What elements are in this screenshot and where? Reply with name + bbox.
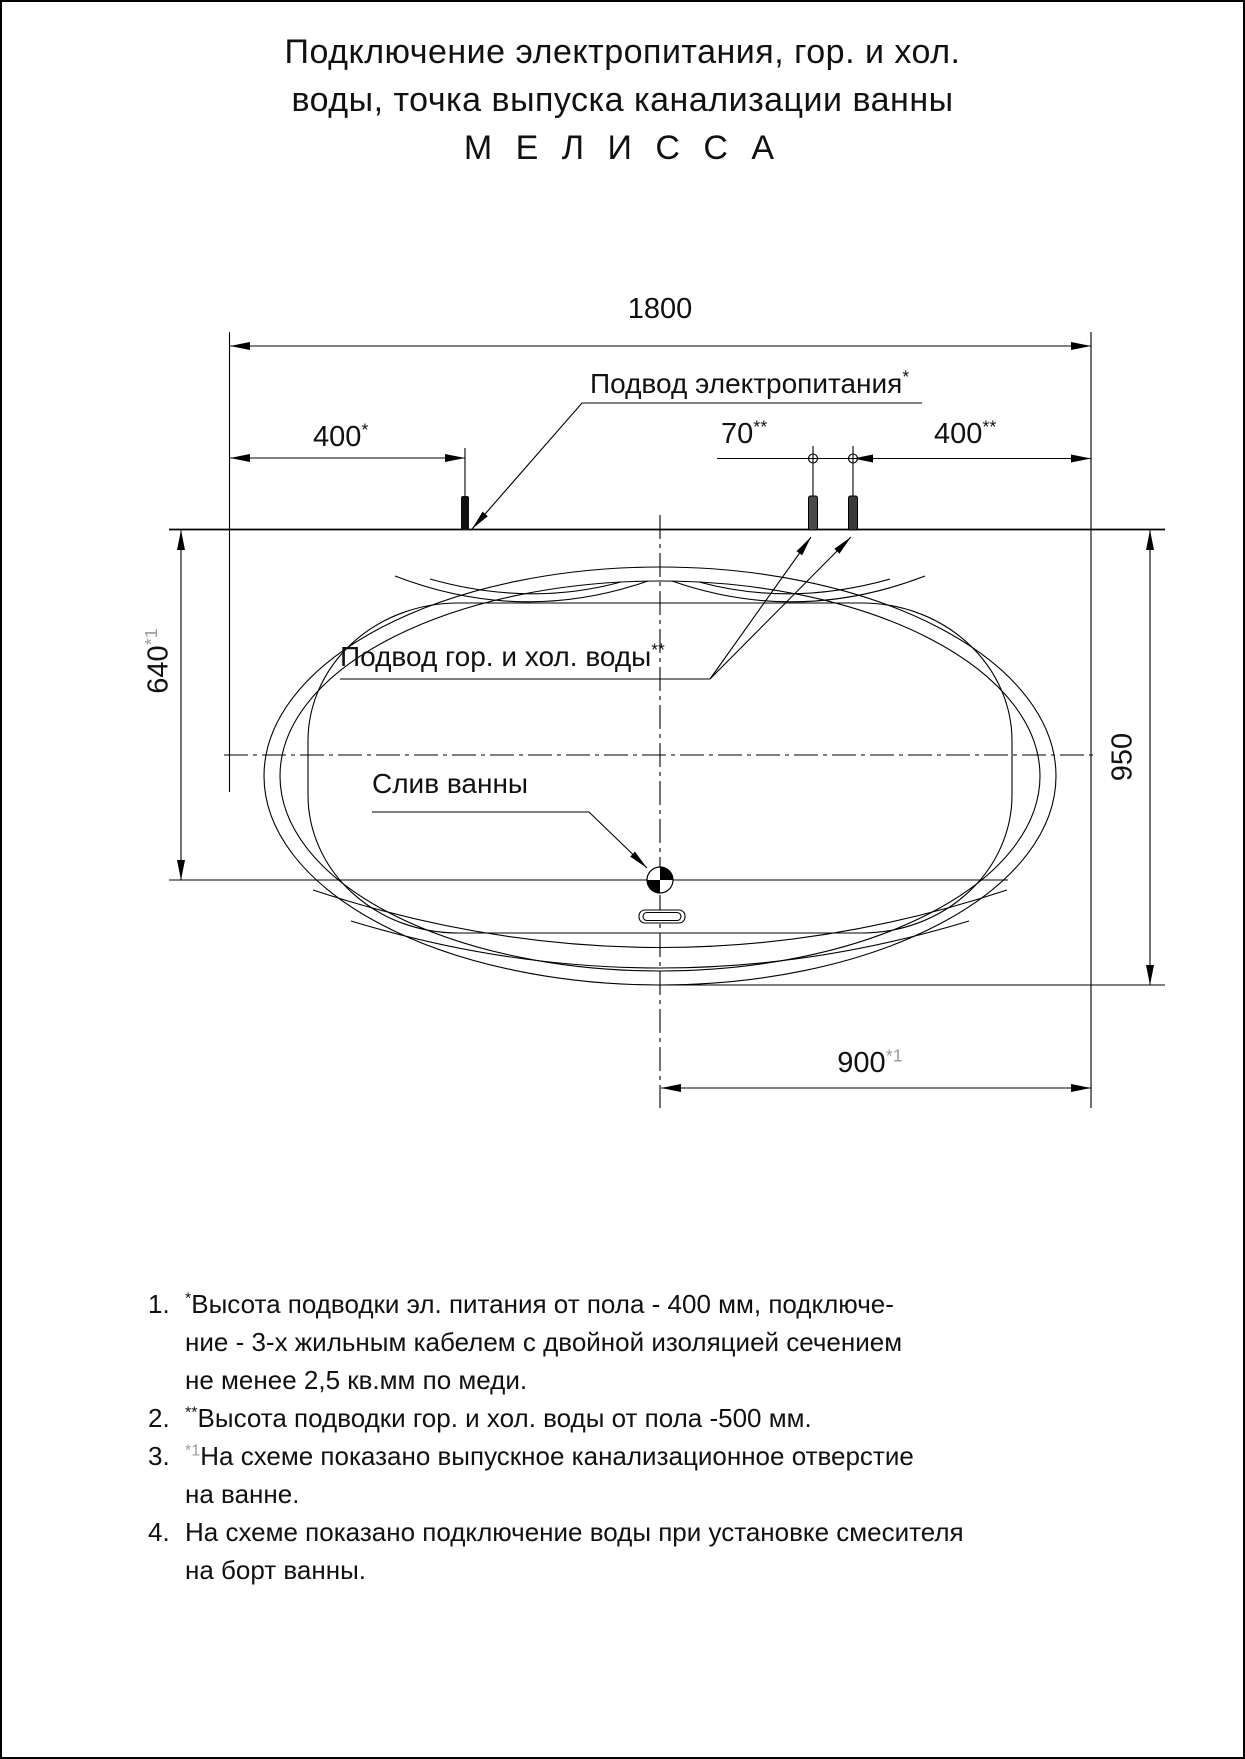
notes-list <box>147 1285 1027 1589</box>
label-power-supply-mark: * <box>902 366 910 387</box>
dim-water-gap: 70** <box>721 416 768 450</box>
note-number: 3. <box>148 1441 170 1471</box>
title-line-1: Подключение электропитания, гор. и хол. <box>284 33 961 71</box>
dim-drain-from-wall-mark: *1 <box>140 628 161 646</box>
headrest-right-inner <box>699 579 890 594</box>
dim-drain-offset: 900$^{*1}$ <box>837 1045 903 1079</box>
headrest-left-inner <box>430 579 621 594</box>
note-line: 3. $^{*1}$На схеме показано выпускное канализационное отверстие <box>147 1437 1027 1475</box>
dim-drain-offset-mark: *1 <box>885 1045 903 1066</box>
dim-width-total: 1800 <box>627 293 693 325</box>
note-line: на борт ванны. <box>185 1555 367 1585</box>
drain-symbol <box>647 867 673 893</box>
dim-water-gap-mark: ** <box>753 416 768 437</box>
note-number: 1. <box>148 1289 170 1319</box>
title-model-name: М Е Л И С С А <box>463 129 782 167</box>
note-reference-mark: ** <box>185 1403 198 1422</box>
note-number: 4. <box>148 1517 170 1547</box>
connection-marks <box>461 496 858 530</box>
power-point-mark <box>461 496 469 530</box>
note-line: 1. *Высота подводки эл. питания от пола - 400 мм, подключе- <box>147 1285 1027 1323</box>
dim-power-offset-mark: * <box>361 419 369 440</box>
note-line: 4. На схеме показано подключение воды при установке смесителя <box>147 1513 1027 1551</box>
note-reference-mark: *1 <box>185 1441 201 1460</box>
note-number: 2. <box>148 1403 170 1433</box>
label-power-supply: Подвод электропитания* <box>590 366 910 399</box>
label-water-supply: Подвод гор. и хол. воды** <box>340 639 665 672</box>
title-line-2: воды, точка выпуска канализации ванны <box>291 81 954 119</box>
note-line: на ванне. <box>185 1479 300 1509</box>
bathtub-outline <box>169 567 1056 985</box>
leader-water-2 <box>710 537 851 679</box>
dim-water-offset: 400** <box>934 416 997 450</box>
label-drain: Слив ванны <box>372 768 529 799</box>
arrowheads <box>177 342 1154 1092</box>
dim-water-offset-mark: ** <box>982 416 997 437</box>
water-point-mark-2 <box>849 496 858 530</box>
dim-power-offset: 400* <box>313 419 369 453</box>
leader-water-1 <box>710 537 811 679</box>
water-point-mark-1 <box>809 496 818 530</box>
note-reference-mark: * <box>185 1289 192 1308</box>
note-line: ние - 3-х жильным кабелем с двойной изоляцией сечением <box>185 1327 903 1357</box>
dim-drain-from-wall: 640$^{*1}$ <box>140 628 175 694</box>
leader-drain <box>372 812 647 868</box>
note-line: не менее 2,5 кв.мм по меди. <box>185 1365 528 1395</box>
note-line: 2. **Высота подводки гор. и хол. воды от пола -500 мм. <box>147 1399 1027 1437</box>
label-water-supply-mark: ** <box>651 639 665 660</box>
dim-depth-total: 950 <box>1106 732 1139 782</box>
